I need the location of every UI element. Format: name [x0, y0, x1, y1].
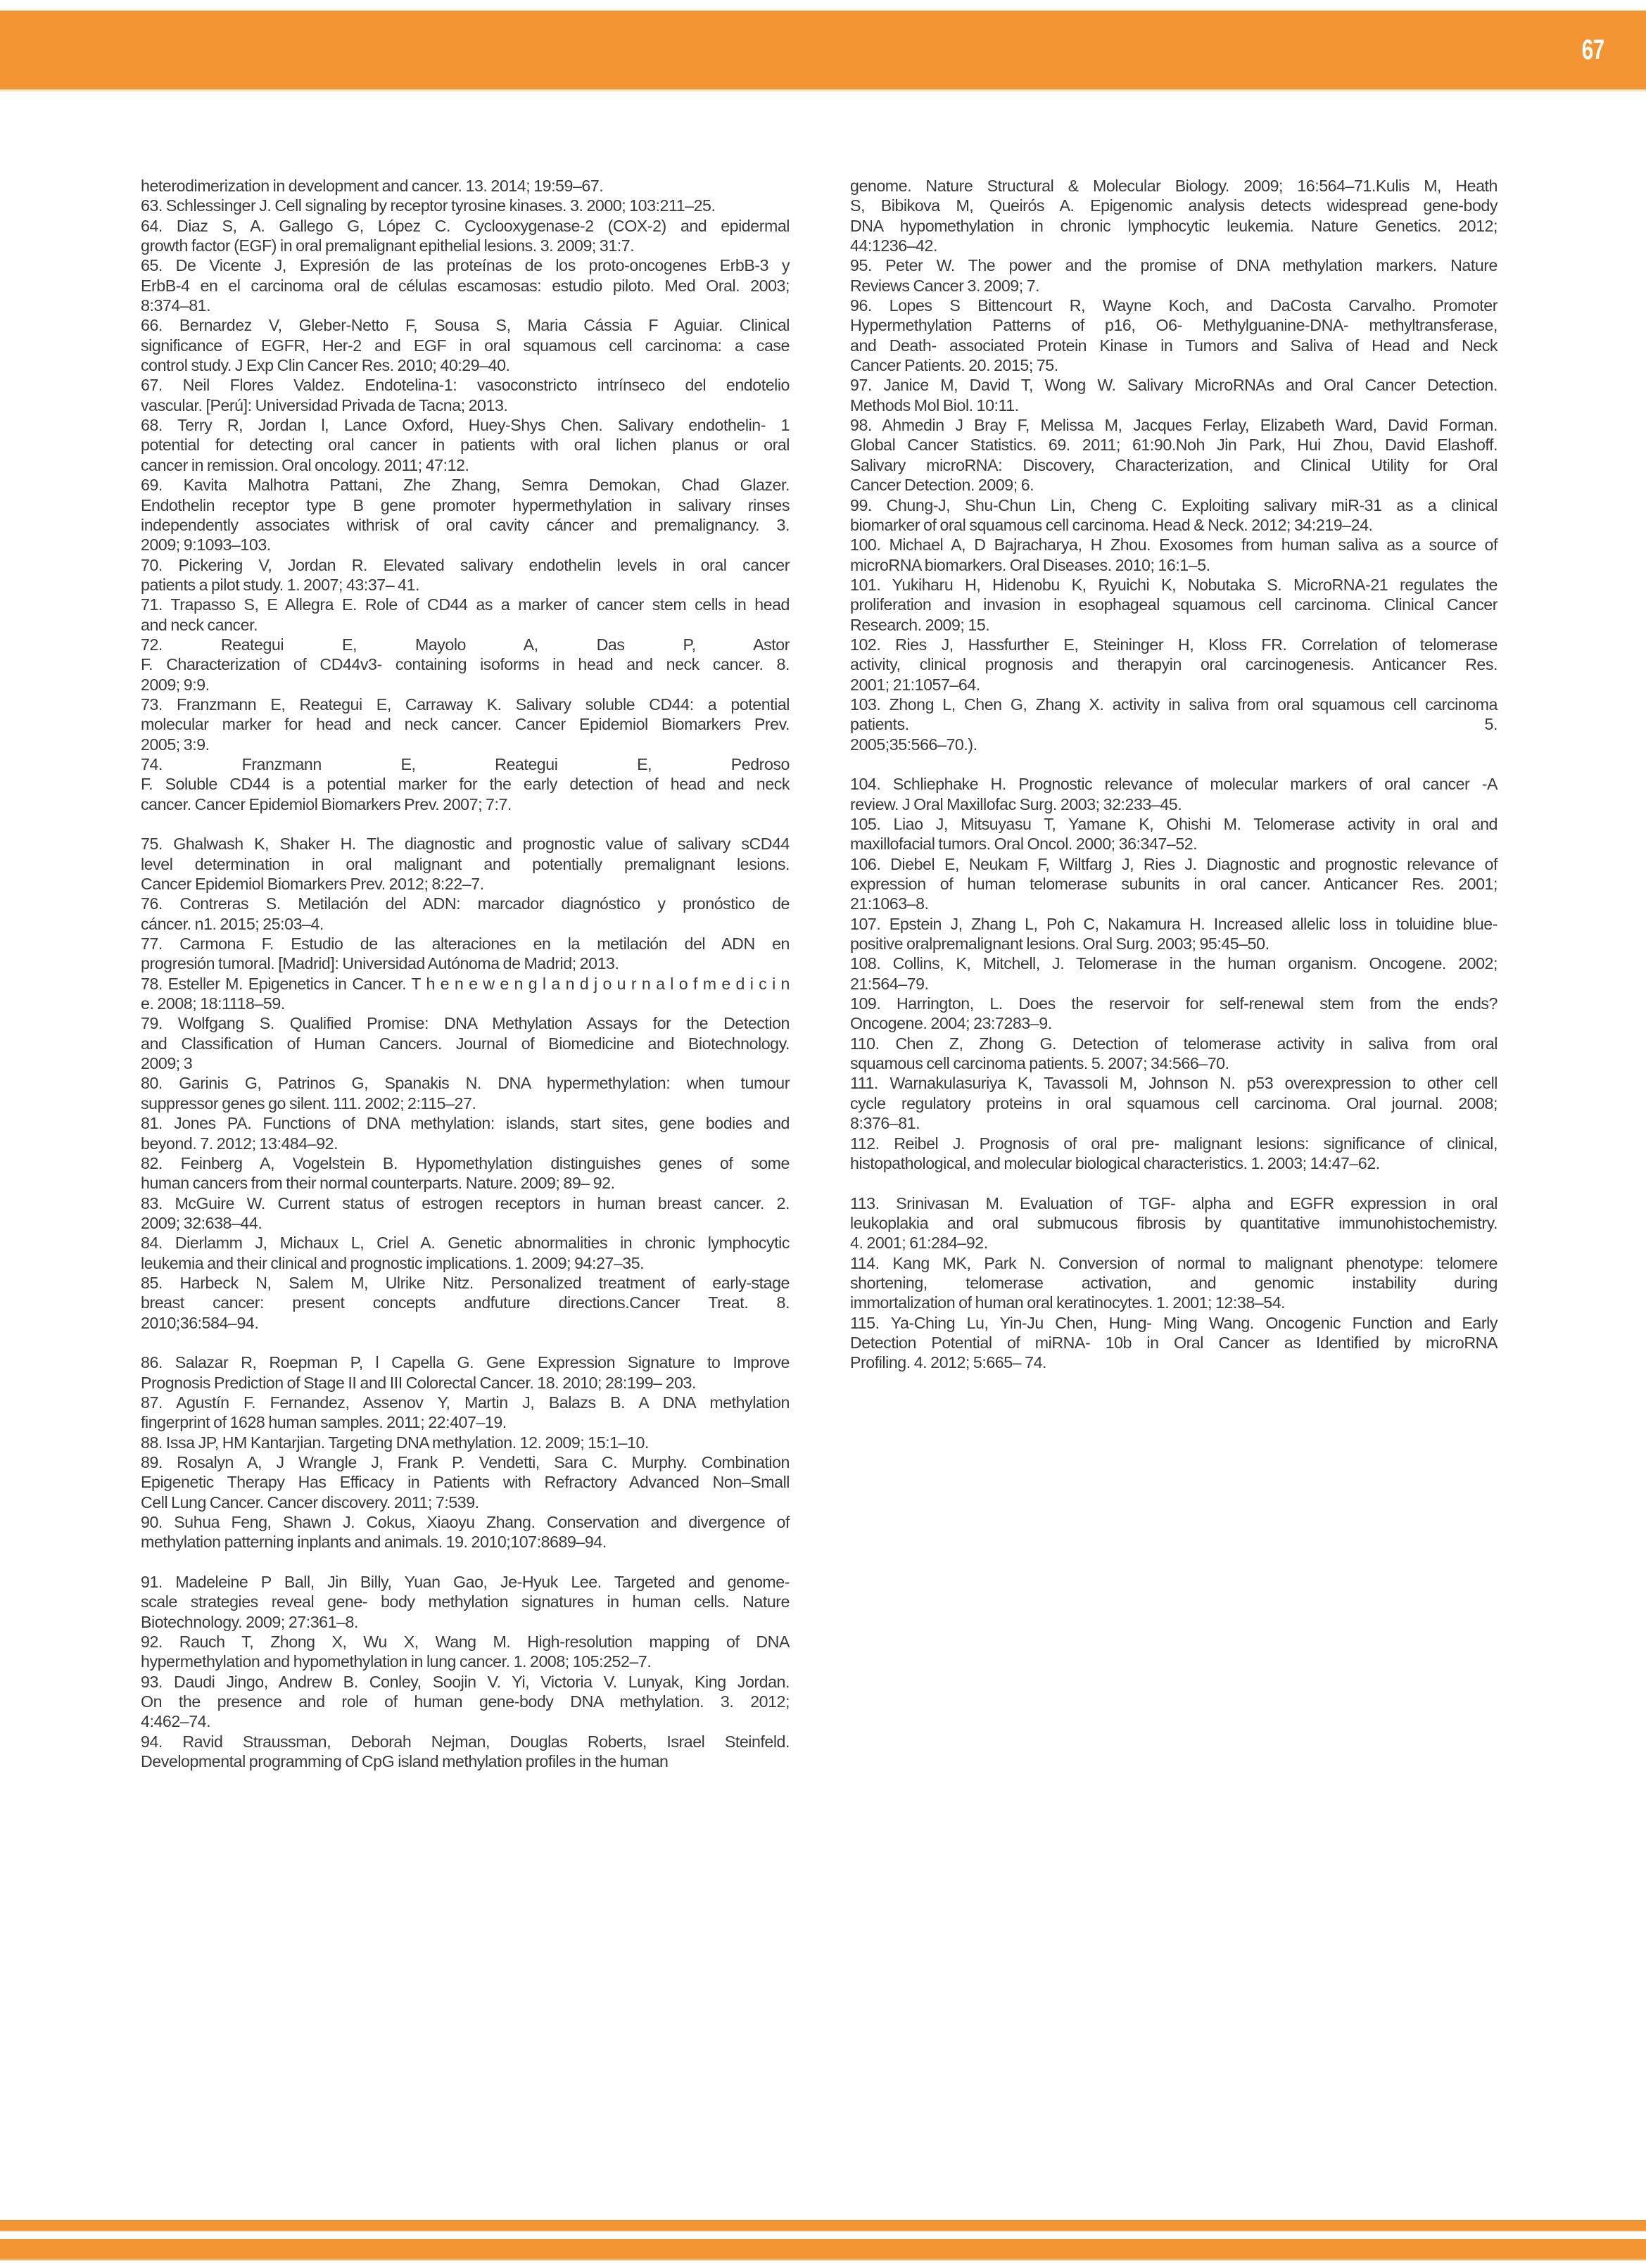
reference-entry	[141, 1632, 790, 1672]
reference-line: 21:564–79.	[850, 974, 929, 993]
reference-entry	[141, 754, 790, 814]
reference-entry	[850, 954, 1498, 994]
reference-line: 66. Bernardez V, Gleber-Netto F, Sousa S, Maria Cássia F Aguiar. Clinical	[141, 316, 790, 335]
reference-entry	[850, 535, 1498, 575]
reference-line: 84. Dierlamm J, Michaux L, Criel A. Genetic abnormalities in chronic lymphocytic	[141, 1234, 790, 1253]
reference-entry	[141, 1452, 790, 1512]
page-number: 67	[1581, 34, 1604, 65]
reference-entry	[141, 1193, 790, 1234]
reference-line: ErbB-4 en el carcinoma oral de células escamosas: estudio piloto. Med Oral. 2003;	[141, 276, 790, 295]
reference-line: maxillofacial tumors. Oral Oncol. 2000; 36:347–52.	[850, 835, 1198, 854]
reference-entry	[850, 1073, 1498, 1133]
reference-entry	[141, 1393, 790, 1433]
reference-line: independently associates withrisk of oral cavity cáncer and premalignancy. 3.	[141, 515, 790, 534]
reference-line: 63. Schlessinger J. Cell signaling by receptor tyrosine kinases. 3. 2000; 103:211–25.	[141, 196, 716, 215]
reference-line: 68. Terry R, Jordan l, Lance Oxford, Huey-Shys Chen. Salivary endothelin- 1	[141, 416, 790, 435]
reference-line: 95. Peter W. The power and the promise of DNA methylation markers. Nature	[850, 256, 1498, 275]
reference-entry	[141, 1013, 790, 1073]
reference-line: breast cancer: present concepts andfuture directions.Cancer Treat. 8.	[141, 1293, 790, 1312]
references-right-column	[850, 176, 1498, 1373]
header-band	[0, 11, 1646, 89]
reference-line: 70. Pickering V, Jordan R. Elevated salivary endothelin levels in oral cancer	[141, 555, 790, 574]
reference-line: On the presence and role of human gene-body DNA methylation. 3. 2012;	[141, 1692, 790, 1711]
reference-line: Developmental programming of CpG island methylation profiles in the human	[141, 1752, 669, 1771]
reference-line: methylation patterning inplants and animals. 19. 2010;107:8689–94.	[141, 1533, 607, 1552]
reference-entry	[141, 695, 790, 754]
reference-line: 8:376–81.	[850, 1114, 920, 1133]
reference-entry	[141, 1512, 790, 1552]
reference-entry	[850, 1034, 1498, 1074]
reference-line: 88. Issa JP, HM Kantarjian. Targeting DNA methylation. 12. 2009; 15:1–10.	[141, 1433, 649, 1452]
reference-line: human cancers from their normal counterparts. Nature. 2009; 89– 92.	[141, 1174, 615, 1193]
reference-entry	[141, 934, 790, 974]
reference-line: 104. Schliephake H. Prognostic relevance of molecular markers of oral cancer -A	[850, 775, 1498, 794]
reference-line: 2009; 9:1093–103.	[141, 536, 271, 555]
reference-line: Salivary microRNA: Discovery, Characterization, and Clinical Utility for Oral	[850, 455, 1498, 474]
reference-line: Research. 2009; 15.	[850, 615, 990, 634]
reference-line: microRNA biomarkers. Oral Diseases. 2010; 16:1–5.	[850, 555, 1210, 574]
reference-entry	[850, 1253, 1498, 1313]
reference-line: Cancer Detection. 2009; 6.	[850, 476, 1034, 495]
reference-line: Detection Potential of miRNA- 10b in Oral Cancer as Identified by microRNA	[850, 1333, 1498, 1352]
reference-line: Global Cancer Statistics. 69. 2011; 61:90.Noh Jin Park, Hui Zhou, David Elashoff.	[850, 436, 1498, 455]
reference-entry	[141, 555, 790, 595]
reference-line: 2009; 3	[141, 1054, 193, 1073]
reference-entry	[850, 176, 1498, 255]
reference-line: 114. Kang MK, Park N. Conversion of normal to malignant phenotype: telomere	[850, 1253, 1498, 1272]
reference-entry	[141, 1153, 790, 1193]
reference-line: activity, clinical prognosis and therapyin oral carcinogenesis. Anticancer Res.	[850, 655, 1498, 674]
reference-line: Methods Mol Biol. 10:11.	[850, 395, 1019, 414]
reference-entry	[141, 375, 790, 415]
reference-line: immortalization of human oral keratinocytes. 1. 2001; 12:38–54.	[850, 1293, 1286, 1312]
reference-line: 79. Wolfgang S. Qualified Promise: DNA Methylation Assays for the Detection	[141, 1014, 790, 1033]
reference-entry	[850, 774, 1498, 814]
reference-entry	[141, 834, 790, 894]
reference-line: leukoplakia and oral submucous fibrosis by quantitative immunohistochemistry.	[850, 1213, 1498, 1232]
reference-line: beyond. 7. 2012; 13:484–92.	[141, 1134, 338, 1153]
reference-line: histopathological, and molecular biological characteristics. 1. 2003; 14:47–62.	[850, 1153, 1380, 1172]
reference-line: Endothelin receptor type B gene promoter hypermethylation in salivary rinses	[141, 495, 790, 514]
reference-line: 72. Reategui E, Mayolo A, Das P, Astor	[141, 635, 790, 654]
reference-line: vascular. [Perú]: Universidad Privada de Tacna; 2013.	[141, 395, 508, 414]
footer-band-thick	[0, 2239, 1646, 2260]
reference-line: 101. Yukiharu H, Hidenobu K, Ryuichi K, Nobutaka S. MicroRNA-21 regulates the	[850, 575, 1498, 594]
reference-line: 98. Ahmedin J Bray F, Melissa M, Jacques Ferlay, Elizabeth Ward, David Forman.	[850, 416, 1498, 435]
reference-entry	[141, 196, 790, 215]
reference-line: 69. Kavita Malhotra Pattani, Zhe Zhang, Semra Demokan, Chad Glazer.	[141, 476, 790, 495]
reference-line: 94. Ravid Straussman, Deborah Nejman, Douglas Roberts, Israel Steinfeld.	[141, 1732, 790, 1751]
reference-line: 65. De Vicente J, Expresión de las proteínas de los proto-oncogenes ErbB-3 y	[141, 256, 790, 275]
reference-line: Cancer Epidemiol Biomarkers Prev. 2012; 8:22–7.	[141, 875, 484, 894]
reference-line: 2010;36:584–94.	[141, 1313, 259, 1332]
reference-line: F. Soluble CD44 is a potential marker for the early detection of head and neck	[141, 775, 790, 794]
reference-line: positive oralpremalignant lesions. Oral Surg. 2003; 95:45–50.	[850, 935, 1270, 954]
reference-entry	[141, 974, 790, 1014]
paragraph-gap	[141, 1333, 790, 1352]
reference-entry	[141, 1233, 790, 1273]
reference-entry	[141, 415, 790, 475]
reference-line: 2005; 3:9.	[141, 735, 210, 754]
reference-line: molecular marker for head and neck cancer. Cancer Epidemiol Biomarkers Prev.	[141, 715, 790, 734]
reference-entry	[141, 315, 790, 375]
paragraph-gap	[141, 814, 790, 834]
reference-entry	[141, 1352, 790, 1393]
reference-line: 100. Michael A, D Bajracharya, H Zhou. Exosomes from human saliva as a source of	[850, 536, 1498, 555]
reference-line: progresión tumoral. [Madrid]: Universidad Autónoma de Madrid; 2013.	[141, 954, 619, 973]
reference-line: 74. Franzmann E, Reategui E, Pedroso	[141, 754, 790, 773]
reference-line: Oncogene. 2004; 23:7283–9.	[850, 1014, 1052, 1033]
reference-line: and Death- associated Protein Kinase in Tumors and Saliva of Head and Neck	[850, 336, 1498, 355]
reference-entry	[850, 695, 1498, 754]
reference-line: shortening, telomerase activation, and genomic instability during	[850, 1273, 1498, 1292]
reference-entry	[141, 1572, 790, 1632]
reference-entry	[850, 1193, 1498, 1253]
reference-entry	[850, 375, 1498, 415]
reference-line: 78. Esteller M. Epigenetics in Cancer. T h e n e w e n g l a n d j o u r n a l o f m e d i c i n	[141, 974, 790, 993]
reference-entry	[850, 914, 1498, 954]
reference-line: review. J Oral Maxillofac Surg. 2003; 32:233–45.	[850, 794, 1182, 813]
reference-line: control study. J Exp Clin Cancer Res. 2010; 40:29–40.	[141, 356, 510, 375]
reference-line: Profiling. 4. 2012; 5:665– 74.	[850, 1353, 1047, 1372]
reference-entry	[850, 255, 1498, 296]
reference-line: patients a pilot study. 1. 2007; 43:37– 41.	[141, 575, 420, 594]
reference-line: leukemia and their clinical and prognostic implications. 1. 2009; 94:27–35.	[141, 1253, 645, 1272]
reference-entry	[850, 635, 1498, 695]
reference-line: growth factor (EGF) in oral premalignant epithelial lesions. 3. 2009; 31:7.	[141, 236, 635, 255]
reference-line: 2005;35:566–70.).	[850, 735, 977, 754]
reference-line: 106. Diebel E, Neukam F, Wiltfarg J, Ries J. Diagnostic and prognostic relevance of	[850, 854, 1498, 873]
reference-line: 4. 2001; 61:284–92.	[850, 1234, 988, 1253]
reference-line: Prognosis Prediction of Stage II and III Colorectal Cancer. 18. 2010; 28:199– 203.	[141, 1373, 696, 1392]
reference-line: cáncer. n1. 2015; 25:03–4.	[141, 914, 324, 933]
reference-entry	[850, 1134, 1498, 1174]
reference-entry	[141, 475, 790, 555]
reference-line: patients. 5.	[850, 715, 1498, 734]
reference-entry	[850, 296, 1498, 375]
reference-line: 89. Rosalyn A, J Wrangle J, Frank P. Vendetti, Sara C. Murphy. Combination	[141, 1453, 790, 1471]
reference-line: 96. Lopes S Bittencourt R, Wayne Koch, and DaCosta Carvalho. Promoter	[850, 296, 1498, 315]
reference-line: Biotechnology. 2009; 27:361–8.	[141, 1612, 358, 1631]
reference-line: 2009; 9:9.	[141, 675, 210, 694]
reference-entry	[141, 1732, 790, 1772]
reference-line: 75. Ghalwash K, Shaker H. The diagnostic and prognostic value of salivary sCD44	[141, 835, 790, 854]
header-band-rule	[0, 89, 1646, 91]
reference-line: 80. Garinis G, Patrinos G, Spanakis N. DNA hypermethylation: when tumour	[141, 1074, 790, 1093]
reference-line: 111. Warnakulasuriya K, Tavassoli M, Johnson N. p53 overexpression to other cell	[850, 1074, 1498, 1093]
reference-line: expression of human telomerase subunits in oral cancer. Anticancer Res. 2001;	[850, 875, 1498, 894]
reference-entry	[850, 1313, 1498, 1373]
reference-line: genome. Nature Structural & Molecular Biology. 2009; 16:564–71.Kulis M, Heath	[850, 177, 1498, 195]
reference-line: 87. Agustín F. Fernandez, Assenov Y, Martin J, Balazs B. A DNA methylation	[141, 1393, 790, 1412]
reference-entry	[141, 1433, 790, 1452]
reference-entry	[850, 575, 1498, 635]
reference-line: 90. Suhua Feng, Shawn J. Cokus, Xiaoyu Zhang. Conservation and divergence of	[141, 1513, 790, 1532]
reference-line: Cell Lung Cancer. Cancer discovery. 2011; 7:539.	[141, 1493, 479, 1512]
reference-line: 4:462–74.	[141, 1712, 211, 1731]
reference-line: 113. Srinivasan M. Evaluation of TGF- alpha and EGFR expression in oral	[850, 1193, 1498, 1212]
reference-line: 97. Janice M, David T, Wong W. Salivary MicroRNAs and Oral Cancer Detection.	[850, 376, 1498, 395]
reference-line: significance of EGFR, Her-2 and EGF in oral squamous cell carcinoma: a case	[141, 336, 790, 355]
reference-line: and Classification of Human Cancers. Journal of Biomedicine and Biotechnology.	[141, 1034, 790, 1053]
reference-entry	[141, 894, 790, 934]
reference-entry	[141, 1113, 790, 1153]
reference-line: 92. Rauch T, Zhong X, Wu X, Wang M. High-resolution mapping of DNA	[141, 1633, 790, 1652]
reference-entry	[141, 176, 790, 196]
reference-entry	[141, 1073, 790, 1113]
reference-entry	[141, 216, 790, 256]
reference-line: 105. Liao J, Mitsuyasu T, Yamane K, Ohishi M. Telomerase activity in oral and	[850, 815, 1498, 833]
reference-line: cancer. Cancer Epidemiol Biomarkers Prev. 2007; 7:7.	[141, 794, 512, 813]
reference-entry	[141, 635, 790, 695]
reference-line: 109. Harrington, L. Does the reservoir for self-renewal stem from the ends?	[850, 994, 1498, 1013]
paragraph-gap	[850, 1173, 1498, 1193]
reference-line: cycle regulatory proteins in oral squamous cell carcinoma. Oral journal. 2008;	[850, 1094, 1498, 1113]
reference-entry	[850, 994, 1498, 1034]
reference-line: hypermethylation and hypomethylation in lung cancer. 1. 2008; 105:252–7.	[141, 1652, 652, 1671]
reference-line: heterodimerization in development and cancer. 13. 2014; 19:59–67.	[141, 177, 604, 195]
paragraph-gap	[141, 1552, 790, 1572]
reference-line: squamous cell carcinoma patients. 5. 2007; 34:566–70.	[850, 1054, 1229, 1073]
reference-line: 44:1236–42.	[850, 236, 937, 255]
reference-line: 67. Neil Flores Valdez. Endotelina-1: vasoconstricto intrínseco del endotelio	[141, 376, 790, 395]
reference-line: suppressor genes go silent. 111. 2002; 2:115–27.	[141, 1094, 476, 1113]
reference-line: 64. Diaz S, A. Gallego G, López C. Cyclooxygenase-2 (COX-2) and epidermal	[141, 216, 790, 235]
reference-line: 77. Carmona F. Estudio de las alteraciones en la metilación del ADN en	[141, 935, 790, 954]
reference-entry	[141, 1273, 790, 1333]
reference-line: 81. Jones PA. Functions of DNA methylation: islands, start sites, gene bodies and	[141, 1114, 790, 1133]
reference-line: Hypermethylation Patterns of p16, O6- Methylguanine-DNA- methyltransferase,	[850, 316, 1498, 335]
reference-line: 76. Contreras S. Metilación del ADN: marcador diagnóstico y pronóstico de	[141, 894, 790, 913]
reference-line: 107. Epstein J, Zhang L, Poh C, Nakamura H. Increased allelic loss in toluidine blue-	[850, 914, 1498, 933]
reference-entry	[141, 255, 790, 315]
reference-line: cancer in remission. Oral oncology. 2011; 47:12.	[141, 455, 469, 474]
reference-line: 83. McGuire W. Current status of estrogen receptors in human breast cancer. 2.	[141, 1193, 790, 1212]
reference-line: 2009; 32:638–44.	[141, 1213, 262, 1232]
reference-line: 85. Harbeck N, Salem M, Ulrike Nitz. Personalized treatment of early-stage	[141, 1273, 790, 1292]
reference-line: 108. Collins, K, Mitchell, J. Telomerase in the human organism. Oncogene. 2002;	[850, 954, 1498, 973]
reference-line: proliferation and invasion in esophageal squamous cell carcinoma. Clinical Cancer	[850, 595, 1498, 614]
reference-line: biomarker of oral squamous cell carcinoma. Head & Neck. 2012; 34:219–24.	[850, 515, 1373, 534]
reference-line: Reviews Cancer 3. 2009; 7.	[850, 276, 1040, 295]
reference-line: level determination in oral malignant and potentially premalignant lesions.	[141, 854, 790, 873]
reference-line: 2001; 21:1057–64.	[850, 675, 980, 694]
reference-line: 99. Chung-J, Shu-Chun Lin, Cheng C. Exploiting salivary miR-31 as a clinical	[850, 495, 1498, 514]
reference-line: 102. Ries J, Hassfurther E, Steininger H, Kloss FR. Correlation of telomerase	[850, 635, 1498, 654]
reference-line: 110. Chen Z, Zhong G. Detection of telomerase activity in saliva from oral	[850, 1034, 1498, 1053]
reference-line: 86. Salazar R, Roepman P, l Capella G. Gene Expression Signature to Improve	[141, 1353, 790, 1372]
reference-line: Cancer Patients. 20. 2015; 75.	[850, 356, 1058, 375]
reference-line: F. Characterization of CD44v3- containing isoforms in head and neck cancer. 8.	[141, 655, 790, 674]
paragraph-gap	[850, 754, 1498, 774]
reference-line: 71. Trapasso S, E Allegra E. Role of CD44 as a marker of cancer stem cells in head	[141, 595, 790, 614]
reference-line: 8:374–81.	[141, 296, 211, 315]
reference-entry	[850, 814, 1498, 854]
reference-line: S, Bibikova M, Queirós A. Epigenomic analysis detects widespread gene-body	[850, 196, 1498, 215]
reference-entry	[141, 595, 790, 635]
reference-line: 73. Franzmann E, Reategui E, Carraway K. Salivary soluble CD44: a potential	[141, 695, 790, 714]
reference-line: 91. Madeleine P Ball, Jin Billy, Yuan Gao, Je-Hyuk Lee. Targeted and genome-	[141, 1573, 790, 1592]
reference-entry	[850, 854, 1498, 914]
reference-line: 103. Zhong L, Chen G, Zhang X. activity in saliva from oral squamous cell carcinoma	[850, 695, 1498, 714]
reference-entry	[141, 1672, 790, 1732]
reference-line: 21:1063–8.	[850, 894, 929, 913]
reference-line: 82. Feinberg A, Vogelstein B. Hypomethylation distinguishes genes of some	[141, 1153, 790, 1172]
reference-line: fingerprint of 1628 human samples. 2011; 22:407–19.	[141, 1413, 507, 1432]
reference-entry	[850, 415, 1498, 495]
reference-line: Epigenetic Therapy Has Efficacy in Patients with Refractory Advanced Non–Small	[141, 1473, 790, 1492]
reference-line: e. 2008; 18:1118–59.	[141, 994, 285, 1013]
reference-line: 115. Ya-Ching Lu, Yin-Ju Chen, Hung- Ming Wang. Oncogenic Function and Early	[850, 1313, 1498, 1332]
reference-line: scale strategies reveal gene- body methylation signatures in human cells. Nature	[141, 1592, 790, 1611]
reference-line: potential for detecting oral cancer in patients with oral lichen planus or oral	[141, 436, 790, 455]
reference-line: DNA hypomethylation in chronic lymphocytic leukemia. Nature Genetics. 2012;	[850, 216, 1498, 235]
reference-line: 112. Reibel J. Prognosis of oral pre- malignant lesions: significance of clinical,	[850, 1134, 1498, 1153]
footer-band-thin	[0, 2220, 1646, 2231]
reference-line: and neck cancer.	[141, 615, 258, 634]
references-left-column	[141, 176, 790, 1772]
reference-entry	[850, 495, 1498, 536]
reference-line: 93. Daudi Jingo, Andrew B. Conley, Soojin V. Yi, Victoria V. Lunyak, King Jordan.	[141, 1672, 790, 1691]
